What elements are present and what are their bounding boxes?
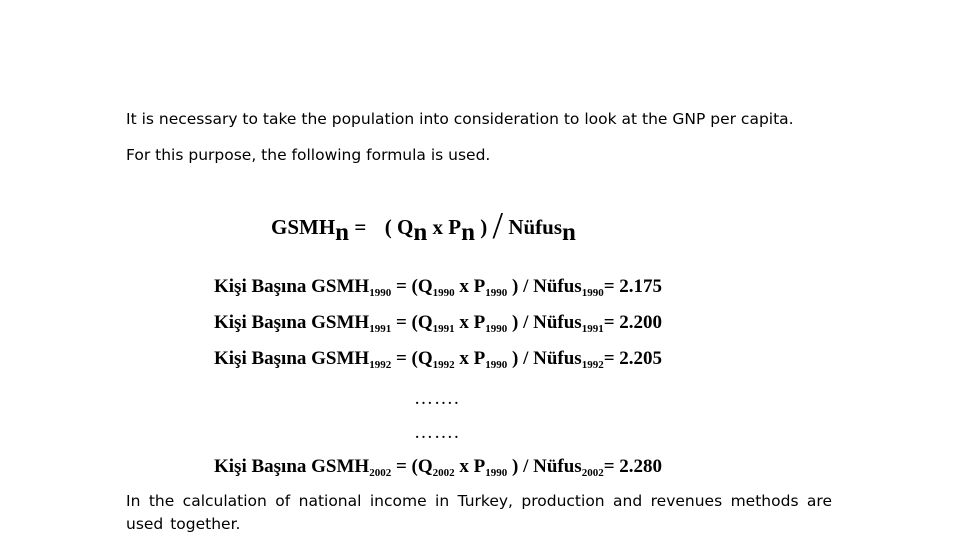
calculation-row-1991: [214, 312, 662, 334]
intro-paragraph: It is necessary to take the population into consideration to look at the GNP per capita.: [126, 110, 794, 128]
row-p-year: 1990: [485, 323, 508, 335]
formula-lhs-subscript: n: [335, 219, 350, 246]
formula-lhs: GSMH: [271, 215, 336, 239]
row-p-year: 1990: [485, 359, 508, 371]
row-result: = 2.280: [603, 456, 663, 477]
row-x: x P: [454, 348, 486, 369]
formula-equals: =: [354, 215, 367, 239]
row-p-year: 1990: [485, 287, 508, 299]
row-eq: = (Q: [391, 456, 433, 477]
row-p-year: 1990: [485, 467, 508, 479]
row-n-year: 2002: [581, 467, 604, 479]
row-label: Kişi Başına GSMH: [214, 348, 370, 369]
row-div: ) / Nüfus: [507, 276, 582, 297]
purpose-paragraph: For this purpose, the following formula is used.: [126, 146, 491, 164]
row-n-year: 1992: [581, 359, 604, 371]
row-q-year: 1990: [432, 287, 455, 299]
ellipsis-1: …….: [414, 388, 460, 409]
formula-times-p: x P: [427, 215, 462, 239]
row-year: 1992: [369, 359, 392, 371]
formula-slash: /: [492, 205, 504, 247]
formula-denominator-subscript: n: [562, 219, 576, 246]
formula-p-subscript: n: [461, 219, 476, 246]
row-year: 2002: [369, 467, 392, 479]
row-div: ) / Nüfus: [507, 348, 582, 369]
formula-close: ): [475, 215, 488, 239]
row-n-year: 1991: [581, 323, 604, 335]
calculation-row-1990: [214, 276, 662, 298]
row-result: = 2.200: [603, 312, 663, 333]
row-div: ) / Nüfus: [507, 456, 582, 477]
row-q-year: 1992: [432, 359, 455, 371]
row-q-year: 1991: [432, 323, 455, 335]
row-div: ) / Nüfus: [507, 312, 582, 333]
row-label: Kişi Başına GSMH: [214, 312, 370, 333]
row-eq: = (Q: [391, 348, 433, 369]
row-n-year: 1990: [581, 287, 604, 299]
row-q-year: 2002: [432, 467, 455, 479]
formula-denominator: Nüfus: [508, 215, 563, 239]
row-x: x P: [454, 276, 486, 297]
row-x: x P: [454, 456, 486, 477]
row-result: = 2.175: [603, 276, 663, 297]
row-result: = 2.205: [603, 348, 663, 369]
calculation-row-1992: [214, 348, 662, 370]
row-year: 1990: [369, 287, 392, 299]
row-eq: = (Q: [391, 312, 433, 333]
ellipsis-2: …….: [414, 422, 460, 443]
general-formula: [271, 200, 576, 247]
row-label: Kişi Başına GSMH: [214, 276, 370, 297]
formula-open-q: ( Q: [384, 215, 414, 239]
row-year: 1991: [369, 323, 392, 335]
row-eq: = (Q: [391, 276, 433, 297]
row-label: Kişi Başına GSMH: [214, 456, 370, 477]
conclusion-paragraph: In the calculation of national income in Turkey, production and revenues methods are used together.: [126, 492, 832, 533]
calculation-row-2002: [214, 456, 662, 478]
formula-q-subscript: n: [413, 219, 428, 246]
row-x: x P: [454, 312, 486, 333]
